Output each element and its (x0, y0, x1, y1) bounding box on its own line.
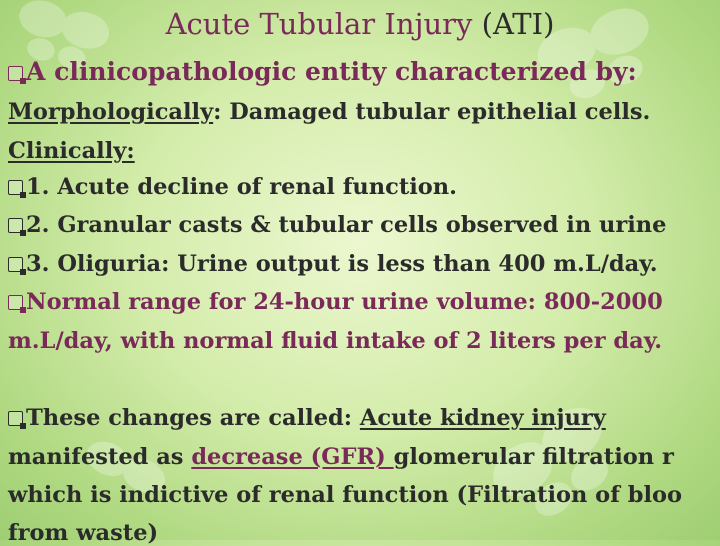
square-bullet-icon (8, 411, 23, 426)
changes-line (8, 407, 606, 430)
list-item (8, 214, 666, 237)
manifest-prefix: manifested as (8, 444, 192, 470)
square-bullet-icon (8, 218, 23, 233)
manifest-rest: glomerular filtration r (393, 444, 674, 470)
title-abbr: (ATI) (472, 7, 555, 41)
title-main: Acute Tubular Injury (165, 7, 473, 41)
manifested-line (8, 446, 674, 469)
acute-kidney-injury-text: Acute kidney injury (359, 405, 606, 431)
item-2-text: 2. Granular casts & tubular cells observed in urine (26, 212, 667, 238)
normal-range-text-2: m.L/day, with normal fluid intake of 2 liters per day. (8, 328, 663, 354)
list-item (8, 176, 457, 199)
list-item (8, 253, 658, 276)
changes-prefix: These changes are called: (26, 405, 360, 431)
square-bullet-icon (8, 257, 23, 272)
normal-range-text-1: Normal range for 24-hour urine volume: 800-2000 (26, 289, 663, 315)
clinically-label: Clinically: (8, 138, 135, 164)
square-bullet-icon (8, 295, 23, 310)
item-1-text: 1. Acute decline of renal function. (26, 174, 457, 200)
indictive-line (8, 484, 682, 507)
normal-range-line-2 (8, 330, 662, 353)
waste-text: from waste) (8, 520, 159, 546)
morphology-label: Morphologically (8, 99, 214, 125)
square-bullet-icon (8, 180, 23, 195)
slide-title (0, 7, 720, 41)
heading-text: A clinicopathologic entity characterized by: (26, 57, 637, 86)
normal-range-line-1 (8, 291, 663, 314)
clinically-line (8, 140, 135, 163)
decrease-gfr-text: decrease (GFR) (191, 444, 394, 470)
square-bullet-icon (8, 66, 23, 81)
waste-line (8, 522, 158, 545)
morphology-text: : Damaged tubular epithelial cells. (213, 99, 651, 125)
morphology-line (8, 101, 650, 124)
item-3-text: 3. Oliguria: Urine output is less than 400 m.L/day. (26, 251, 658, 277)
heading-line (8, 59, 637, 84)
indictive-text: which is indictive of renal function (Filtration of bloo (8, 482, 683, 508)
